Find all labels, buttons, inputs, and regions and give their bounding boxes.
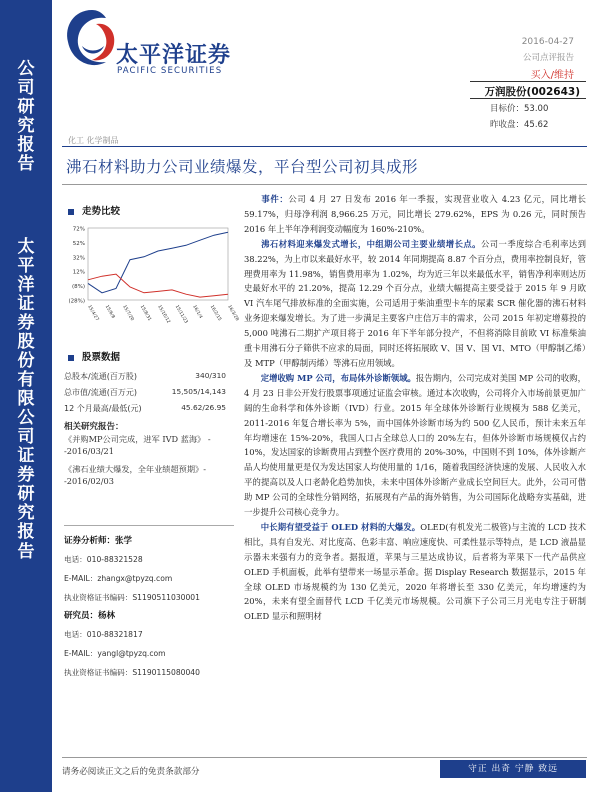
paragraph-lead: 中长期有望受益于 OLED 材料的大爆发。: [260, 521, 421, 532]
paragraph-lead: 事件：: [260, 194, 289, 204]
band-char: 股: [17, 332, 35, 353]
rating: 买入/维持: [530, 70, 574, 81]
x-tick-label: 15/10/12: [156, 304, 171, 325]
x-tick-label: 15/11/23: [173, 304, 189, 325]
y-tick-label: 52%: [72, 240, 85, 247]
paragraph-text: OLED(有机发光二极管)与主流的 LCD 技术相比，具有自发光、对比度高、色彩丰富、响应速度快、可柔性显示等特点，是 LCD 液晶显示器未来强有力的竞争者。据报道，苹果与三星达成协议，后者将为苹果下一代产品供应 OLED 手机面板，此举有望带来一场显示革命。据 Display Research 数据显示，2015 年全球 OLED 市场规模约为 130 亿美元，2020 年将增长至 330 亿美元，年均增速约为 20%，未来有望全面替代 LCD 千亿美元市场规模。公司旗下子公司三月光电专注于研制 OLED 显示和照明材: [244, 521, 586, 622]
stock-name: 万润股份(002643): [484, 86, 580, 98]
related-report-link[interactable]: 《沸石业绩大爆发，全年业绩超预期》--2016/02/03: [64, 464, 206, 487]
band-char: 告: [17, 541, 35, 562]
section-marker-icon: [68, 209, 74, 215]
paragraph-text: 报告期内，公司完成对美国 MP 公司的收购，4 月 23 日非公开发行股票事项通过证监会审核。通过本次收购，公司将介入市场前景更加广阔的生命科学和体外诊断（IVD）行业。2015 年全球体外诊断行业规模为 588 亿美元，2011-2016 年复合增长率为 5%，而中国体外诊断市场为约 500 亿人民币，预计未来五年年均增速在 15%-20%，我国人口占全球总人口的 20%左右，但体外诊断市场规模仅占约 10%，发达国家的诊断费用占到整个医疗费用的 20%-30%，中国则不到 10%，体外诊断产品人均使用量更是仅为发达国家人均使用量的 1/16，随着我国经济快速的发展、人民收入水平的提高以及人口老龄化趋势加快，未来中国体外诊断产业成长空间巨大。此外，公司可借助 MP 公司的全球性分销网络，拓展现有产品的海外销售，为公司国际化战略夯实基础，进一步提升公司核心竞争力。: [244, 372, 586, 518]
stock-data-heading-label: 股票数据: [82, 352, 121, 363]
divider: [64, 525, 234, 526]
footer-motto: 守正 出奇 宁静 致远: [440, 760, 586, 778]
section-marker-icon: [68, 355, 74, 361]
stock-data-heading: [68, 349, 120, 363]
related-report-link[interactable]: 《并购MP公司完成，进军 IVD 蓝海》 --2016/03/21: [64, 434, 211, 457]
row-label: 12 个月最高/最低(元): [64, 404, 142, 413]
target-label: 目标价：: [490, 104, 525, 114]
y-tick-label: 72%: [72, 226, 85, 233]
band-char: 报: [17, 522, 35, 543]
divider: [470, 98, 586, 99]
y-tick-label: 32%: [72, 255, 85, 262]
divider: [470, 81, 586, 82]
row-value: 15,505/14,143: [171, 387, 226, 396]
report-body: [244, 192, 586, 624]
divider: [62, 146, 587, 147]
analyst-name: 证券分析师：张学: [64, 536, 133, 546]
footer-disclaimer: 请务必阅读正文之后的免责条款部分: [62, 767, 200, 777]
band-char: 券: [17, 313, 35, 334]
band-char: 告: [17, 154, 35, 175]
report-type: 公司点评报告: [522, 53, 574, 63]
researcher-phone: 电话：010-88321817: [64, 630, 143, 639]
close-value: 45.62: [524, 120, 549, 130]
y-tick-label: (28%): [68, 298, 85, 305]
close-price: [490, 118, 590, 130]
band-char: 份: [17, 351, 35, 372]
researcher-name: 研究员：杨林: [64, 611, 116, 621]
close-label: 昨收盘：: [490, 120, 525, 130]
left-side-band: [0, 0, 52, 792]
industry-tag: 化工 化学制品: [68, 136, 119, 145]
row-value: 340/310: [195, 371, 226, 380]
x-tick-label: 16/2/15: [208, 304, 222, 323]
trend-heading-label: 走势比较: [82, 206, 121, 217]
band-char: 券: [17, 465, 35, 486]
target-value: 53.00: [524, 104, 549, 114]
paragraph-zeolite: [244, 237, 586, 371]
band-char: 公: [17, 59, 35, 79]
related-reports-heading: 相关研究报告：: [64, 422, 124, 432]
analyst-email[interactable]: E-MAIL：zhangx@tpyzq.com: [64, 574, 173, 583]
stock-data-row: [64, 371, 226, 382]
stock-data-row: [64, 403, 226, 414]
band-char: 究: [17, 116, 35, 137]
trend-heading: [68, 203, 120, 217]
band-char: 司: [17, 427, 35, 448]
divider: [62, 184, 587, 185]
series-line: [88, 232, 228, 292]
band-char: 报: [17, 135, 35, 156]
band-char: 洋: [17, 275, 35, 296]
analyst-license: 执业资格证书编码：S1190511030001: [64, 593, 200, 602]
band-char: 证: [17, 446, 35, 467]
x-tick-label: 15/7/20: [121, 304, 135, 323]
logo-text-en: PACIFIC SECURITIES: [117, 66, 223, 76]
paragraph-lead: 定增收购 MP 公司，布局体外诊断领域。: [260, 372, 416, 383]
paragraph-text: 公司 4 月 27 日发布 2016 年一季报，实现营业收入 4.23 亿元，同比增长 59.17%，归母净利润 8,966.25 万元，同比增长 279.62%，EPS 为 0.26 元，同时预告 2016 年上半年净利润变动幅度为 160%-210%。: [244, 194, 586, 234]
page-title: 沸石材料助力公司业绩爆发，平台型公司初具成形: [66, 158, 419, 176]
chart-frame: [88, 228, 228, 300]
target-price: [490, 102, 590, 114]
band-char: 太: [17, 237, 35, 257]
row-label: 总市值/流通(百万元): [64, 388, 137, 397]
logo-mark-icon: [62, 6, 122, 76]
paragraph-text: 公司一季度综合毛利率达到 38.22%，为上市以来最好水平，较 2014 年同期提高 8.87 个百分点，费用率控制良好，管理费用率为 11.98%，销售费用率为 1.02%，均为近三年以来最低水平，销售净利率则达历史最好水平的 21.20%，提高 12.29 个百分点，业绩大幅提高主要受益于 2015 年 9 月欧 VI 汽车尾气排放标准的全面实施，公司适用于柴油重型卡车的尿素 SCR 催化器的沸石材料业务迎来爆发增长。为了进一步满足主要客户庄信万丰的需求，公司 2015 年初定增募投的 5,000 吨沸石二期扩产项目将于 2016 年下半年部分投产，不但将消除目前欧 VI 标准柴油重卡用沸石分子筛供不应求的局面，同时还将拓展欧 V、国 V、国 VI、MTO（甲醇制乙烯）及 MTP（甲醇制丙烯）等沸石应用领域。: [244, 238, 587, 368]
band-char: 司: [17, 78, 35, 99]
band-char: 证: [17, 294, 35, 315]
x-tick-label: 16/3/28: [226, 304, 240, 323]
researcher-license: 执业资格证书编码：S1190115080040: [64, 668, 200, 677]
x-tick-label: 16/1/4: [191, 304, 203, 320]
band-report-type: [0, 60, 52, 174]
x-tick-label: 15/4/27: [86, 304, 100, 323]
band-char: 研: [17, 484, 35, 505]
row-value: 45.62/26.95: [181, 403, 226, 412]
trend-chart: [64, 222, 240, 326]
band-char: 有: [17, 370, 35, 391]
row-label: 总股本/流通(百万股): [64, 372, 137, 381]
paragraph-lead: 沸石材料迎来爆发式增长，中组期公司主要业绩增长点。: [260, 238, 481, 249]
divider: [62, 757, 587, 758]
logo-text-cn: 太平洋证券: [116, 43, 232, 68]
y-tick-label: (8%): [71, 284, 85, 291]
researcher-email[interactable]: E-MAIL：yangl@tpyzq.com: [64, 649, 166, 658]
band-char: 研: [17, 97, 35, 118]
paragraph-event: [244, 192, 586, 237]
series-line: [88, 274, 228, 297]
stock-data-row: [64, 387, 226, 398]
y-tick-label: 12%: [72, 269, 85, 276]
analyst-phone: 电话：010-88321528: [64, 555, 143, 564]
band-char: 限: [17, 389, 35, 410]
report-date: 2016-04-27: [521, 37, 574, 47]
band-company-name: [0, 238, 52, 562]
band-char: 平: [17, 256, 35, 277]
band-char: 公: [17, 408, 35, 429]
paragraph-ivd: [244, 371, 586, 520]
band-char: 究: [17, 503, 35, 524]
x-tick-label: 15/6/8: [103, 304, 116, 320]
paragraph-oled: [244, 520, 586, 624]
x-tick-label: 15/8/31: [138, 304, 152, 323]
